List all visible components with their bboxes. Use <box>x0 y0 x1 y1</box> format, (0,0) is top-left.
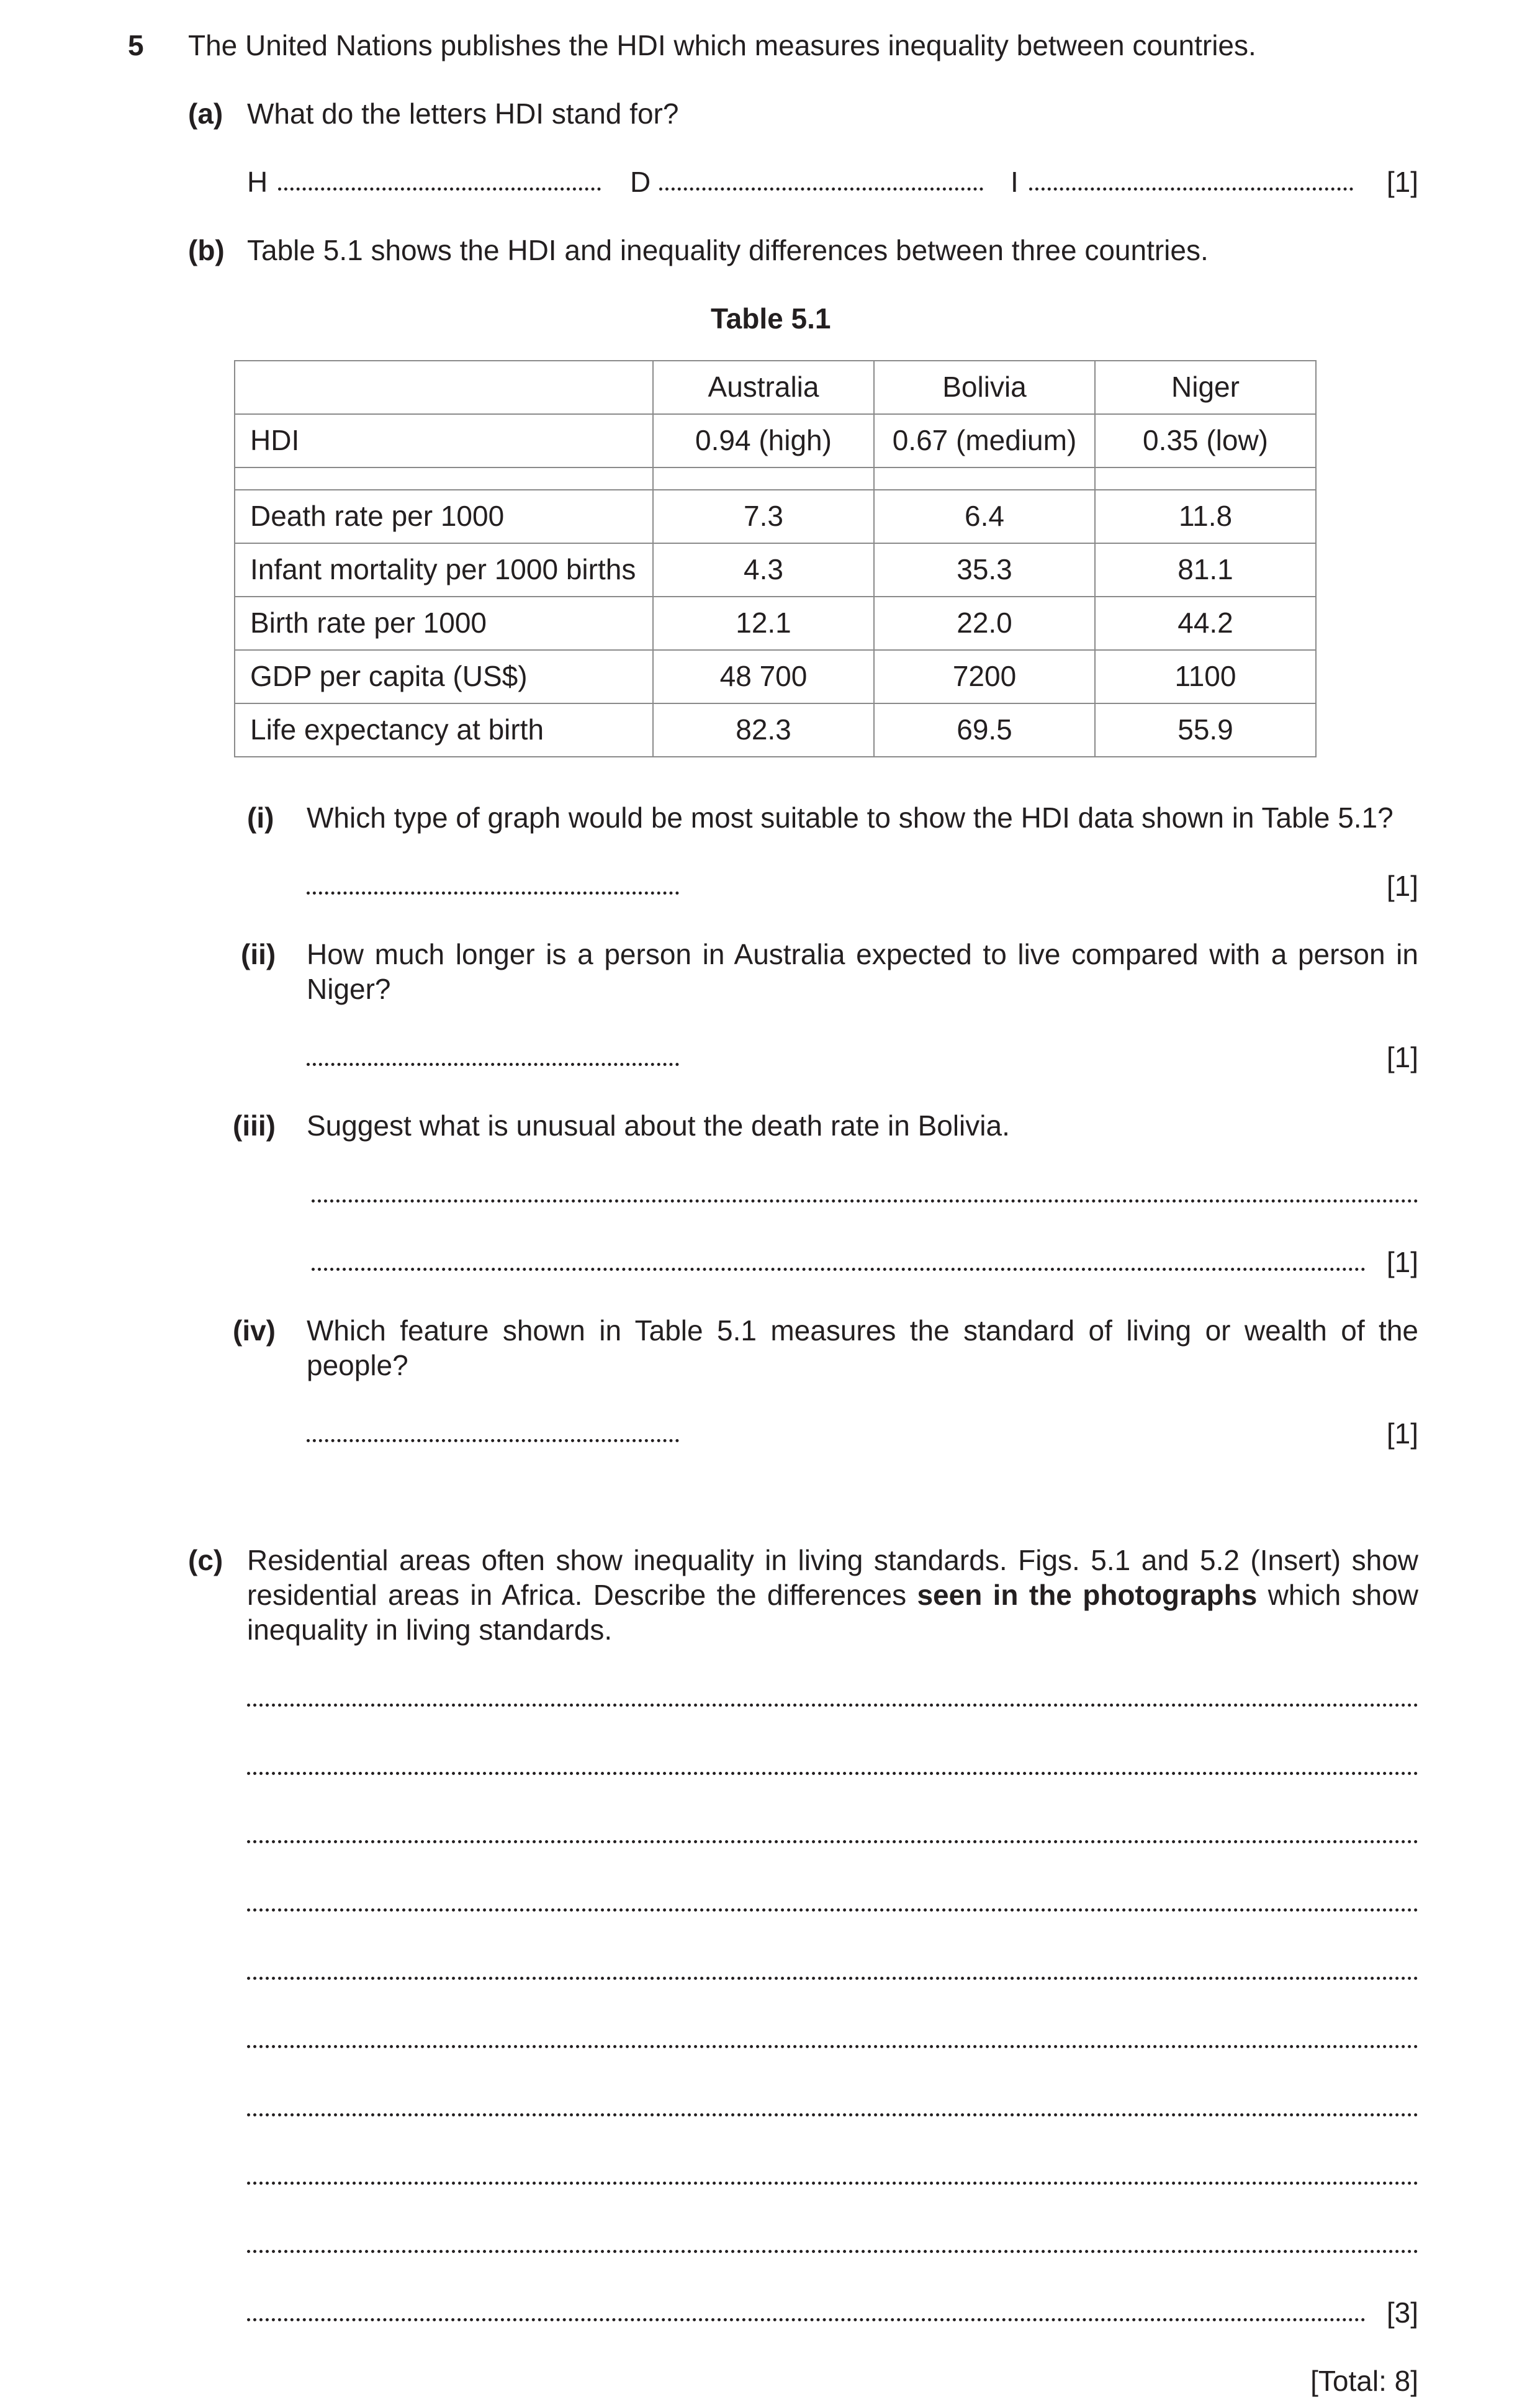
part-c-answer-line-10[interactable] <box>247 2318 1366 2321</box>
part-c-line1: Residential areas often show inequality in living standards. Figs. 5.1 and 5.2 (Insert) show <box>247 1544 1418 1576</box>
sub-iv-answer-line[interactable] <box>307 1439 679 1442</box>
sub-iii-answer-line-1[interactable] <box>312 1199 1418 1203</box>
sub-ii-label: (ii) <box>241 938 276 970</box>
table-title: Table 5.1 <box>711 302 831 335</box>
table-cell: 1100 <box>1095 650 1316 703</box>
table-row <box>235 414 1316 467</box>
table-cell: 81.1 <box>1095 543 1316 597</box>
table-cell: 55.9 <box>1095 703 1316 757</box>
part-c-answer-line-4[interactable] <box>247 1908 1418 1912</box>
table-row <box>235 597 1316 650</box>
sub-iii-label: (iii) <box>233 1109 276 1142</box>
table-cell: 4.3 <box>653 543 874 597</box>
part-b-label: (b) <box>188 234 225 266</box>
table-spacer-row <box>235 467 1316 490</box>
table-header-row <box>235 361 1316 414</box>
sub-ii-marks: [1] <box>1386 1041 1418 1073</box>
part-a-question: What do the letters HDI stand for? <box>247 97 679 130</box>
row-label: Infant mortality per 1000 births <box>235 543 653 597</box>
part-c-answer-line-3[interactable] <box>247 1840 1418 1843</box>
part-c-line2-start: residential areas in Africa. Describe the differences <box>247 1579 917 1611</box>
table-cell: 44.2 <box>1095 597 1316 650</box>
part-c-answer-line-7[interactable] <box>247 2113 1418 2116</box>
table-cell: 11.8 <box>1095 490 1316 543</box>
table-cell: 0.35 (low) <box>1095 414 1316 467</box>
sub-ii-answer-line[interactable] <box>307 1063 679 1066</box>
sub-iii-marks: [1] <box>1386 1246 1418 1278</box>
part-c-emphasis: seen in the photographs <box>917 1579 1258 1611</box>
sub-iv-question-line2: people? <box>307 1349 408 1381</box>
letter-h: H <box>247 166 268 198</box>
total-marks: [Total: 8] <box>1310 2365 1418 2397</box>
sub-i-marks: [1] <box>1386 870 1418 902</box>
row-label: Life expectancy at birth <box>235 703 653 757</box>
table-row <box>235 703 1316 757</box>
table-cell: 48 700 <box>653 650 874 703</box>
table-cell: 12.1 <box>653 597 874 650</box>
part-c-answer-line-6[interactable] <box>247 2045 1418 2048</box>
sub-i-answer-line[interactable] <box>307 892 679 895</box>
sub-ii-question-line2: Niger? <box>307 973 391 1005</box>
table-cell: 69.5 <box>874 703 1095 757</box>
table-row <box>235 650 1316 703</box>
question-stem: The United Nations publishes the HDI which measures inequality between countries. <box>188 29 1256 61</box>
part-c-line2 <box>247 1578 1418 1612</box>
part-c-label: (c) <box>188 1544 223 1576</box>
table-row <box>235 543 1316 597</box>
table-cell: 35.3 <box>874 543 1095 597</box>
table-cell: 0.94 (high) <box>653 414 874 467</box>
part-c-line3: inequality in living standards. <box>247 1614 613 1646</box>
hdi-table <box>234 360 1317 757</box>
row-label: GDP per capita (US$) <box>235 650 653 703</box>
row-label: Death rate per 1000 <box>235 490 653 543</box>
part-c-answer-line-2[interactable] <box>247 1772 1418 1775</box>
part-c-answer-line-8[interactable] <box>247 2182 1418 2185</box>
letter-i: I <box>1011 166 1019 198</box>
row-label: Birth rate per 1000 <box>235 597 653 650</box>
sub-iv-label: (iv) <box>233 1314 276 1347</box>
sub-iv-question-line1: Which feature shown in Table 5.1 measures the standard of living or wealth of the <box>307 1314 1418 1347</box>
column-header-australia: Australia <box>653 361 874 414</box>
part-c-answer-line-1[interactable] <box>247 1704 1418 1707</box>
table-row <box>235 490 1316 543</box>
question-number: 5 <box>128 29 144 61</box>
part-c-line2-end: which show <box>1257 1579 1418 1611</box>
sub-iii-question: Suggest what is unusual about the death rate in Bolivia. <box>307 1109 1010 1142</box>
part-c-marks: [3] <box>1386 2296 1418 2329</box>
table-cell: 0.67 (medium) <box>874 414 1095 467</box>
column-header-niger: Niger <box>1095 361 1316 414</box>
table-corner-cell <box>235 361 653 414</box>
sub-i-question: Which type of graph would be most suitable to show the HDI data shown in Table 5.1? <box>307 801 1394 834</box>
part-a-label: (a) <box>188 97 223 130</box>
part-c-answer-line-9[interactable] <box>247 2250 1418 2253</box>
table-cell: 6.4 <box>874 490 1095 543</box>
answer-line-d[interactable] <box>659 187 983 191</box>
table-cell: 22.0 <box>874 597 1095 650</box>
part-b-text: Table 5.1 shows the HDI and inequality differences between three countries. <box>247 234 1209 266</box>
sub-ii-question-line1: How much longer is a person in Australia expected to live compared with a person in <box>307 938 1418 970</box>
sub-iv-marks: [1] <box>1386 1417 1418 1450</box>
answer-line-i[interactable] <box>1029 187 1353 191</box>
table-cell: 82.3 <box>653 703 874 757</box>
letter-d: D <box>630 166 651 198</box>
part-a-marks: [1] <box>1386 166 1418 198</box>
row-label: HDI <box>235 414 653 467</box>
answer-line-h[interactable] <box>278 187 601 191</box>
table-cell: 7200 <box>874 650 1095 703</box>
sub-iii-answer-line-2[interactable] <box>312 1268 1366 1271</box>
column-header-bolivia: Bolivia <box>874 361 1095 414</box>
sub-i-label: (i) <box>247 801 274 834</box>
table-cell: 7.3 <box>653 490 874 543</box>
part-c-answer-line-5[interactable] <box>247 1977 1418 1980</box>
